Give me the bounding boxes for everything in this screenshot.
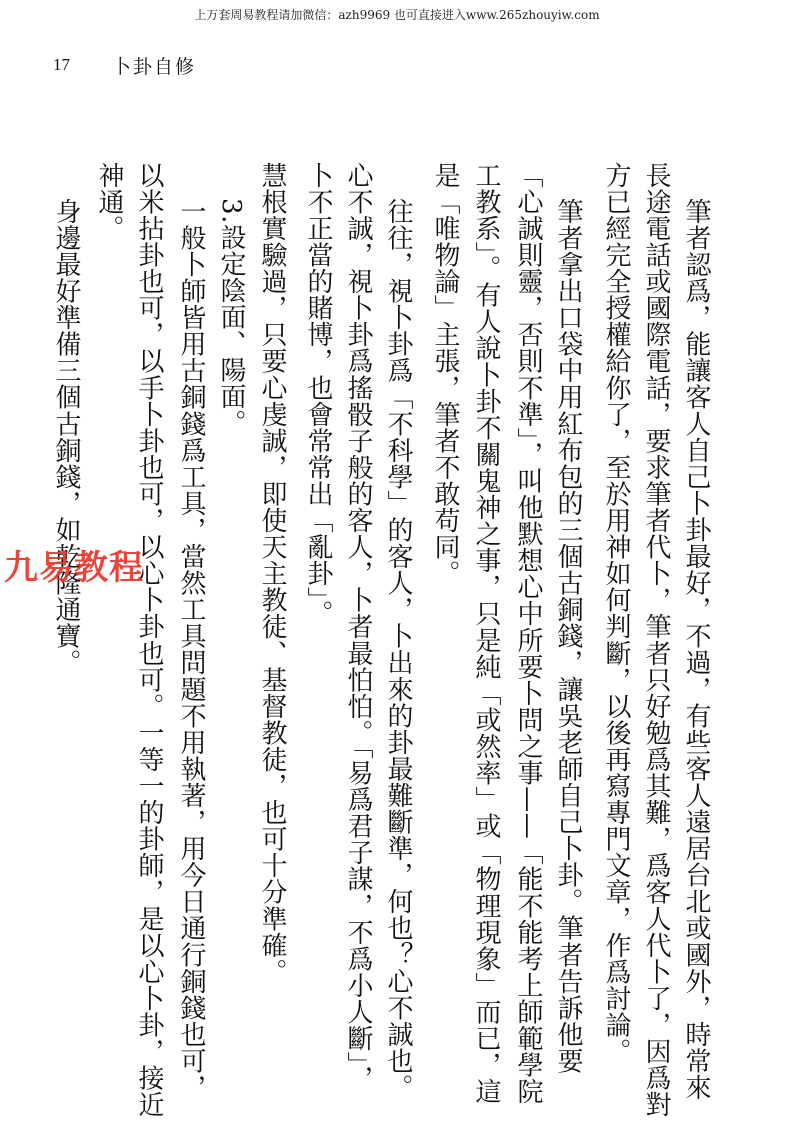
text-column-12: 3.設定陰面、陽面。 — [216, 198, 246, 437]
page-number: 17 — [53, 55, 70, 74]
text-column-10: 卜不正當的賭博，也會常常出「亂卦」。 — [303, 162, 333, 627]
text-column-16: 身邊最好準備三個古銅錢，如乾隆通寶。 — [51, 198, 81, 676]
text-column-5: 「心誠則靈，否則不準」，叫他默想心中所要卜問之事——「能不能考上師範學院 — [513, 162, 543, 1105]
text-column-9: 心不誠，視卜卦爲搖骰子般的客人，卜者最怕怕。「易爲君子謀，不爲小人斷」， — [343, 162, 373, 1092]
text-column-1: 筆者認爲，能讓客人自己卜卦最好，不過，有些客人遠居台北或國外，時常來 — [681, 198, 711, 1101]
text-column-7: 是「唯物論」主張，筆者不敢苟同。 — [430, 162, 460, 587]
text-column-15: 神通。 — [94, 162, 124, 242]
book-title: 卜卦自修 — [112, 56, 197, 78]
text-column-2: 長途電話或國際電話，要求筆者代卜，筆者只好勉爲其難，爲客人代卜了，因爲對 — [641, 162, 671, 1118]
text-column-13: 一般卜師皆用古銅錢爲工具，當然工具問題不用執著，用今日通行銅錢也可， — [176, 198, 206, 1101]
header-notice: 上万套周易教程请加微信：azh9969 也可直接进入www.265zhouyiw.com — [194, 8, 600, 22]
watermark-logo: 九易教程 — [4, 548, 144, 588]
text-column-3: 方已經完全授權給你了，至於用神如何判斷，以後再寫專門文章，作爲討論。 — [601, 162, 631, 1065]
text-column-6: 工教系」。有人說卜卦不關鬼神之事，只是純「或然率」或「物理現象」而已，這 — [471, 162, 501, 1105]
text-column-11: 慧根實驗過，只要心虔誠，即使天主教徒、基督教徒，也可十分準確。 — [257, 162, 287, 986]
text-column-14: 以米拈卦也可，以手卜卦也可，以心卜卦也可。一等一的卦師，是以心卜卦，接近 — [134, 162, 164, 1118]
text-column-8: 往往，視卜卦爲「不科學」的客人，卜出來的卦最難斷準，何也？心不誠也。 — [383, 198, 413, 1101]
text-column-4: 筆者拿出口袋中用紅布包的三個古銅錢，讓吳老師自己卜卦。筆者告訴他要 — [553, 198, 583, 1075]
